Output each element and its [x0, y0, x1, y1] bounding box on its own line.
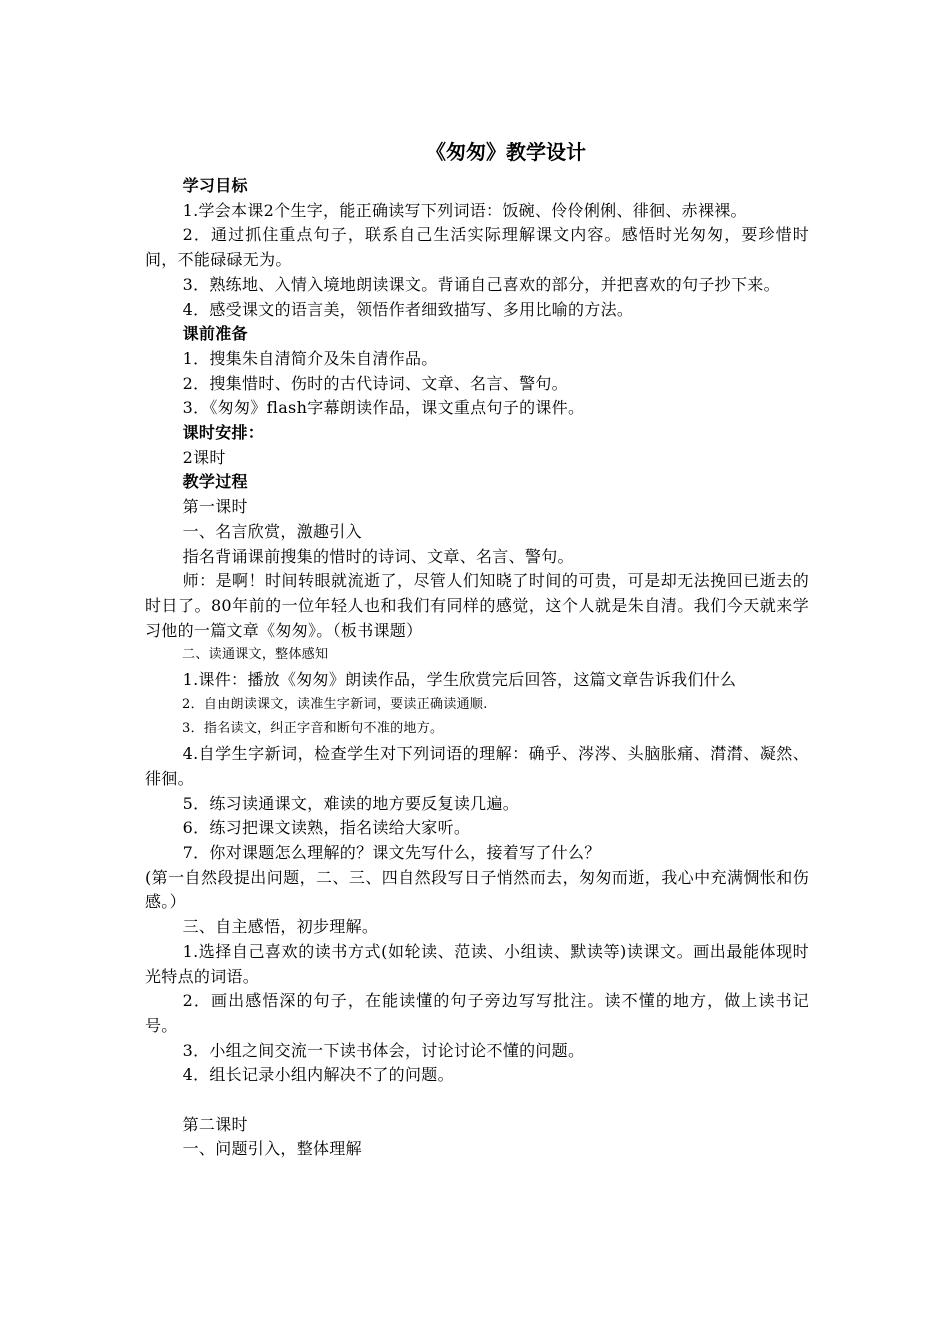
prep-item: 3．《匆匆》flash字幕朗读作品，课文重点句子的课件。	[182, 398, 585, 418]
step-item: 2．自由朗读课文，读准生字新词，要读正确读通顺.	[182, 696, 488, 712]
lesson-label: 第一课时	[182, 497, 248, 517]
lesson-label: 第二课时	[182, 1114, 248, 1134]
step-item: 3．小组之间交流一下读书体会，讨论讨论不懂的问题。	[182, 1040, 585, 1060]
step-item: 5．练习读通课文，难读的地方要反复读几遍。	[182, 793, 520, 813]
step-item: 4．组长记录小组内解决不了的问题。	[182, 1065, 454, 1085]
goal-item: 3．熟练地、入情入境地朗读课文。背诵自己喜欢的部分，并把喜欢的句子抄下来。	[182, 274, 780, 294]
document-body	[145, 138, 809, 1162]
step-heading: 三、自主感悟，初步理解。	[182, 917, 379, 937]
paragraph: 指名背诵课前搜集的惜时的诗词、文章、名言、警句。	[182, 546, 574, 566]
goal-item: 1.学会本课2个生字，能正确读写下列词语：饭碗、伶伶俐俐、徘徊、赤裸裸。	[182, 200, 747, 220]
step-heading: 二、读通课文，整体感知	[182, 647, 329, 663]
step-item: 3．指名读文，纠正字音和断句不准的地方。	[182, 721, 444, 737]
document-title: 《匆匆》教学设计	[426, 140, 586, 164]
section-heading-preparation: 课前准备	[182, 324, 248, 344]
prep-item: 1．搜集朱自清简介及朱自清作品。	[182, 348, 438, 368]
goal-item: 4．感受课文的语言美，领悟作者细致描写、多用比喻的方法。	[182, 299, 634, 319]
step-item: 1.选择自己喜欢的读书方式(如轮读、范读、小组读、默读等)读课文。画出最能体现时光特点的词语。	[145, 941, 809, 986]
step-item: 7．你对课题怎么理解的？课文先写什么，接着写了什么？	[182, 842, 601, 862]
paragraph: 师：是啊！时间转眼就流逝了，尽管人们知晓了时间的可贵，可是却无法挽回已逝去的时日了。80年前的一位年轻人也和我们有同样的感觉，这个人就是朱自清。我们今天就来学习他的一篇文章《匆匆》。（板书课题）	[145, 571, 809, 640]
step-heading: 一、问题引入，整体理解	[182, 1139, 362, 1159]
blank-line	[145, 1088, 809, 1113]
section-heading-process: 教学过程	[182, 472, 248, 492]
step-item: 4.自学生字新词，检查学生对下列词语的理解：确乎、涔涔、头脑胀痛、潸潸、凝然、徘徊。	[145, 744, 809, 788]
section-heading-goals: 学习目标	[182, 176, 248, 195]
prep-item: 2．搜集惜时、伤时的古代诗词、文章、名言、警句。	[182, 373, 568, 393]
step-item: 1.课件：播放《匆匆》朗读作品，学生欣赏完后回答，这篇文章告诉我们什么	[182, 670, 737, 690]
step-heading: 一、名言欣赏，激趣引入	[182, 521, 362, 541]
section-heading-schedule: 课时安排：	[182, 423, 265, 443]
schedule-text: 2课时	[182, 447, 226, 467]
goal-item: 2．通过抓住重点句子，联系自己生活实际理解课文内容。感悟时光匆匆，要珍惜时间，不能碌碌无为。	[145, 225, 809, 270]
step-item: 2．画出感悟深的句子，在能读懂的句子旁边写写批注。读不懂的地方，做上读书记号。	[145, 991, 809, 1035]
step-note: (第一自然段提出问题，二、三、四自然段写日子悄然而去，匆匆而逝，我心中充满惆怅和伤感。）	[145, 867, 809, 912]
step-item: 6．练习把课文读熟，指名读给大家听。	[182, 818, 471, 838]
